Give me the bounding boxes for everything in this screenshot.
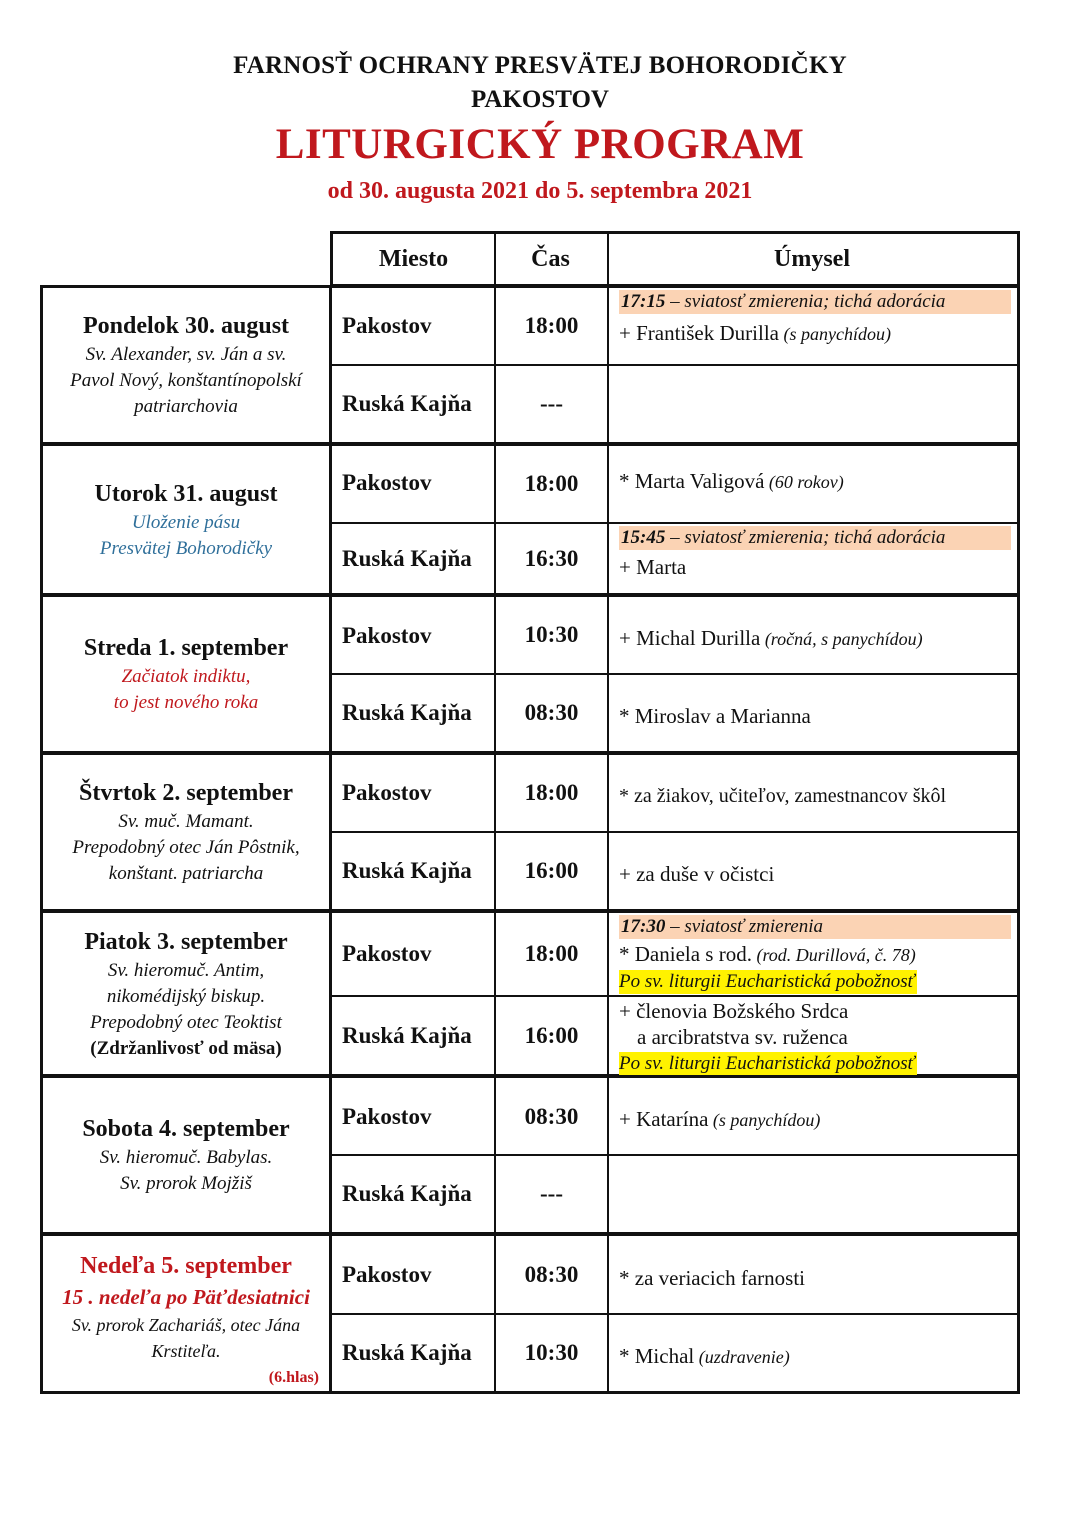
day-name: Štvrtok 2. september (79, 780, 293, 806)
place-cell: Ruská Kajňa (330, 1313, 496, 1394)
intention-text: * za žiakov, učiteľov, zamestnancov škôl (619, 785, 947, 807)
intention-text: * Miroslav a Marianna (619, 704, 811, 728)
intention-cell (607, 285, 1020, 366)
time-cell: 16:00 (494, 995, 609, 1077)
day-feast: Presvätej Bohorodičky (99, 537, 273, 559)
time-cell: 08:30 (494, 1233, 609, 1315)
intention-cell (607, 1075, 1020, 1156)
day-cell (40, 594, 332, 754)
intention-cell (607, 995, 1020, 1077)
intention-text: + František Durilla (s panychídou) (619, 321, 891, 345)
place-cell: Ruská Kajňa (330, 1154, 496, 1235)
day-cell (40, 752, 332, 912)
column-label: Úmysel (774, 245, 850, 272)
time-cell: --- (494, 1154, 609, 1235)
place-cell: Pakostov (330, 752, 496, 833)
page-title: LITURGICKÝ PROGRAM (275, 121, 805, 168)
day-name: Pondelok 30. august (82, 313, 290, 339)
place-cell: Pakostov (330, 1233, 496, 1315)
eucharistic-note: Po sv. liturgii Eucharistická pobožnosť (619, 1053, 915, 1074)
day-cell (40, 910, 332, 1077)
highlight-row (619, 1050, 1011, 1076)
place-cell: Pakostov (330, 285, 496, 366)
fasting-note: (Zdržanlivosť od mäsa) (90, 1037, 282, 1059)
time-cell: 10:30 (494, 1313, 609, 1394)
date-range: od 30. augusta 2021 do 5. septembra 2021 (327, 178, 753, 204)
day-name: Nedeľa 5. september (80, 1253, 292, 1279)
day-saint: Sv. prorok Mojžiš (120, 1173, 252, 1194)
intention-text: * Daniela s rod. (rod. Durillová, č. 78) (619, 942, 916, 966)
day-feast: Uloženie pásu (131, 511, 241, 533)
place-cell: Pakostov (330, 594, 496, 675)
time-cell: --- (494, 364, 609, 445)
intention-cell (607, 1313, 1020, 1394)
parish-name: FARNOSŤ OCHRANY PRESVÄTEJ BOHORODIČKY (233, 52, 847, 79)
parish-location: PAKOSTOV (471, 86, 609, 113)
time-cell: 16:30 (494, 522, 609, 596)
place-cell: Pakostov (330, 443, 496, 524)
confession-note: 17:30 – sviatosť zmierenia (619, 915, 1011, 939)
day-saint: patriarchovia (134, 396, 238, 417)
intention-text: + Katarína (s panychídou) (619, 1107, 821, 1131)
column-label: Čas (531, 245, 570, 272)
day-name: Utorok 31. august (94, 480, 278, 507)
confession-note: 17:15 – sviatosť zmierenia; tichá adorácia (619, 290, 1011, 314)
intention-text: + Michal Durilla (ročná, s panychídou) (619, 625, 923, 650)
intention-cell (607, 1233, 1020, 1315)
highlight-row (619, 968, 1011, 994)
day-saint: Prepodobný otec Ján Pôstnik, (72, 837, 300, 858)
day-cell (40, 285, 332, 445)
day-saint: Pavol Nový, konštantínopolskí (70, 370, 302, 391)
intention-text: + za duše v očistci (619, 862, 775, 886)
day-cell (40, 443, 332, 596)
intention-text: * Marta Valigová (60 rokov) (619, 469, 844, 493)
day-saint: Sv. muč. Mamant. (118, 811, 254, 832)
intention-cell (607, 364, 1020, 445)
place-cell: Ruská Kajňa (330, 364, 496, 445)
place-cell: Pakostov (330, 910, 496, 997)
time-cell: 18:00 (494, 752, 609, 833)
time-cell: 10:30 (494, 594, 609, 675)
day-name: Sobota 4. september (82, 1116, 290, 1142)
column-header-place (330, 231, 496, 287)
intention-text: * Michal (uzdravenie) (619, 1343, 790, 1368)
intention-cell (607, 594, 1020, 675)
day-saint: Sv. hieromuč. Babylas. (99, 1147, 273, 1168)
day-feast: to jest nového roka (113, 692, 259, 713)
column-header-time (494, 231, 609, 287)
day-saint: Krstiteľa. (151, 1341, 221, 1361)
place-cell: Ruská Kajňa (330, 673, 496, 754)
time-cell: 08:30 (494, 673, 609, 754)
time-cell: 08:30 (494, 1075, 609, 1156)
time-cell: 18:00 (494, 443, 609, 524)
place-cell: Pakostov (330, 1075, 496, 1156)
place-cell: Ruská Kajňa (330, 995, 496, 1077)
day-saint: Prepodobný otec Teoktist (90, 1011, 282, 1033)
day-feast: Začiatok indiktu, (121, 666, 251, 687)
intention-text: + členovia Božského Srdca (619, 999, 849, 1023)
day-cell (40, 1075, 332, 1235)
day-cell (40, 1233, 332, 1394)
day-saint: nikomédijský biskup. (106, 985, 266, 1007)
intention-cell (607, 910, 1020, 997)
place-cell: Ruská Kajňa (330, 831, 496, 912)
intention-cell (607, 522, 1020, 596)
place-cell: Ruská Kajňa (330, 522, 496, 596)
column-label: Miesto (378, 245, 449, 272)
day-name: Streda 1. september (83, 635, 289, 661)
intention-cell (607, 831, 1020, 912)
time-cell: 18:00 (494, 285, 609, 366)
confession-note: 15:45 – sviatosť zmierenia; tichá adorácia (619, 526, 1011, 550)
intention-cell (607, 1154, 1020, 1235)
day-saint: konštant. patriarcha (108, 863, 264, 884)
eucharistic-note: Po sv. liturgii Eucharistická pobožnosť (619, 971, 915, 992)
time-cell: 18:00 (494, 910, 609, 997)
day-saint: Sv. Alexander, sv. Ján a sv. (85, 344, 287, 365)
intention-cell (607, 752, 1020, 833)
intention-cell (607, 673, 1020, 754)
time-cell: 16:00 (494, 831, 609, 912)
intention-text: * za veriacich farnosti (619, 1265, 805, 1290)
intention-cell (607, 443, 1020, 524)
day-name: Piatok 3. september (84, 928, 288, 955)
day-saint: Sv. prorok Zachariáš, otec Jána (71, 1315, 301, 1335)
column-header-intention (607, 231, 1020, 287)
day-saint: Sv. hieromuč. Antim, (107, 959, 265, 981)
tone-label: (6.hlas) (268, 1369, 319, 1386)
sunday-title: 15 . nedeľa po Päťdesiatnici (62, 1285, 310, 1309)
intention-text: a arcibratstva sv. ruženca (637, 1025, 848, 1049)
intention-text: + Marta (619, 555, 687, 579)
